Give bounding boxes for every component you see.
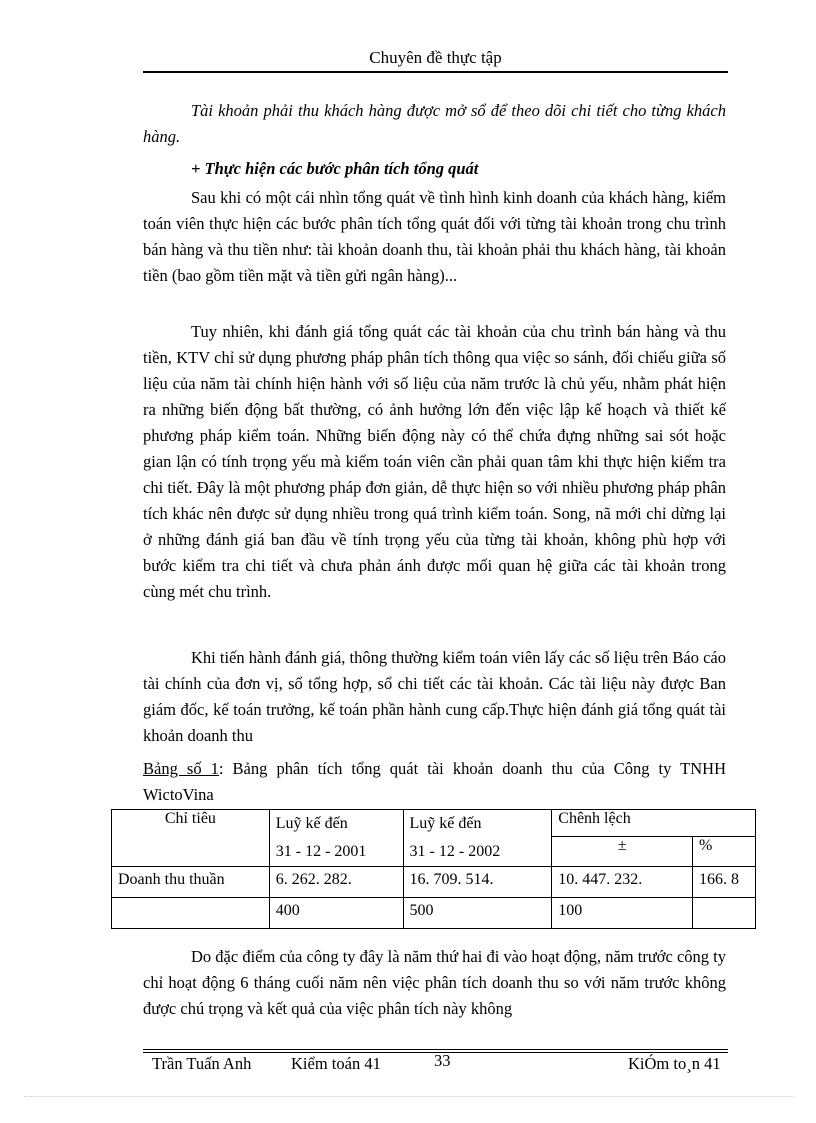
revenue-analysis-table xyxy=(111,809,756,929)
table-row xyxy=(112,867,756,898)
cell-percent: 166. 8 xyxy=(693,867,756,898)
paragraph-analysis-method: Tuy nhiên, khi đánh giá tổng quát các tài khoản của chu trình bán hàng và thu tiền, KTV chỉ sử dụng phương pháp phân tích thông qua việc so sánh, đối chiếu giữa số liệu của năm tài chính hiện hành với số liệu của năm trước là chủ yếu, nhằm phát hiện ra những biến động bất thường, có ảnh hưởng lớn đến việc lập kế hoạch và thiết kế phương pháp kiểm toán. Những biến động này có thể chứa đựng những sai sót hoặc gian lận có tính trọng yếu mà kiểm toán viên cần phải quan tâm khi thực hiện kiểm tra chi tiết. Đây là một phương pháp đơn giản, dễ thực hiện so với nhiều phương pháp phân tích khác nên được sử dụng nhiều trong quá trình kiểm toán. Song, nã mới chỉ dừng lại ở những đánh giá ban đầu về tính trọng yếu của từng tài khoản, không phù hợp với bước kiểm tra chi tiết và chưa phản ánh được mối quan hệ giữa các tài khoản trong cùng mét chu trình. xyxy=(143,322,726,601)
paragraph-data-sources: Khi tiến hành đánh giá, thông thường kiểm toán viên lấy các số liệu trên Báo cáo tài chính của đơn vị, sổ tổng hợp, sổ chi tiết các tài khoản. Các tài liệu này được Ban giám đốc, kế toán trưởng, kế toán phần hành cung cấp.Thực hiện đánh giá tổng quát tài khoản doanh thu xyxy=(143,648,726,745)
header-plus-minus: ± xyxy=(552,837,693,867)
page-number: 33 xyxy=(434,1051,451,1070)
header-percent: % xyxy=(693,837,756,867)
cell-percent-empty xyxy=(693,898,756,929)
table-caption xyxy=(143,756,726,808)
page-bottom-edge xyxy=(24,1096,794,1097)
header-luy-ke-2001 xyxy=(269,810,403,867)
paragraph-receivables-note: Tài khoản phải thu khách hàng được mở sổ để theo dõi chi tiết cho từng khách hàng. xyxy=(143,101,726,146)
table-caption-text: : Bảng phân tích tổng quát tài khoản doanh thu của Công ty TNHH WictoVina xyxy=(143,759,726,804)
header-chi-tieu: Chỉ tiêu xyxy=(112,810,270,867)
header-luy-ke-2002 xyxy=(403,810,552,867)
footer-class-left: Kiểm toán 41 xyxy=(291,1054,381,1073)
row-label: Doanh thu thuần xyxy=(112,867,270,898)
section-heading: + Thực hiện các bước phân tích tổng quát xyxy=(191,159,479,178)
table-caption-label: Bảng số 1 xyxy=(143,759,219,778)
page-header-title: Chuyên đề thực tập xyxy=(369,48,502,67)
footer-author: Trần Tuấn Anh xyxy=(152,1054,252,1073)
header-luy-ke-2001-date: 31 - 12 - 2001 xyxy=(275,843,367,860)
paragraph-company-note: Do đặc điểm của công ty đây là năm thứ hai đi vào hoạt động, năm trước công ty chỉ hoạt động 6 tháng cuối năm nên việc phân tích doanh thu so với năm trước không được chú trọng và kết quả của việc phân tích này không xyxy=(143,947,726,1018)
header-luy-ke-2001-label: Luỹ kế đến xyxy=(275,815,348,832)
cell-2001-b: 400 xyxy=(269,898,403,929)
cell-diff-b: 100 xyxy=(552,898,693,929)
footer-divider-top xyxy=(143,1049,728,1050)
header-luy-ke-2002-date: 31 - 12 - 2002 xyxy=(409,843,501,860)
row-label-empty xyxy=(112,898,270,929)
paragraph-overview: Sau khi có một cái nhìn tổng quát về tình hình kinh doanh của khách hàng, kiểm toán viên thực hiện các bước phân tích tổng quát đối với từng tài khoản trong chu trình bán hàng và thu tiền như: tài khoản doanh thu, tài khoản phải thu khách hàng, tài khoản tiền (bao gồm tiền mặt và tiền gửi ngân hàng)... xyxy=(143,188,726,285)
header-divider xyxy=(143,71,728,73)
cell-2002-b: 500 xyxy=(403,898,552,929)
table-row xyxy=(112,898,756,929)
table-header-row xyxy=(112,810,756,837)
cell-2001-a: 6. 262. 282. xyxy=(269,867,403,898)
header-luy-ke-2002-label: Luỹ kế đến xyxy=(409,815,482,832)
cell-2002-a: 16. 709. 514. xyxy=(403,867,552,898)
header-chenh-lech: Chênh lệch xyxy=(552,810,756,837)
cell-diff-a: 10. 447. 232. xyxy=(552,867,693,898)
footer-class-right: KiÓm to¸n 41 xyxy=(628,1054,721,1073)
